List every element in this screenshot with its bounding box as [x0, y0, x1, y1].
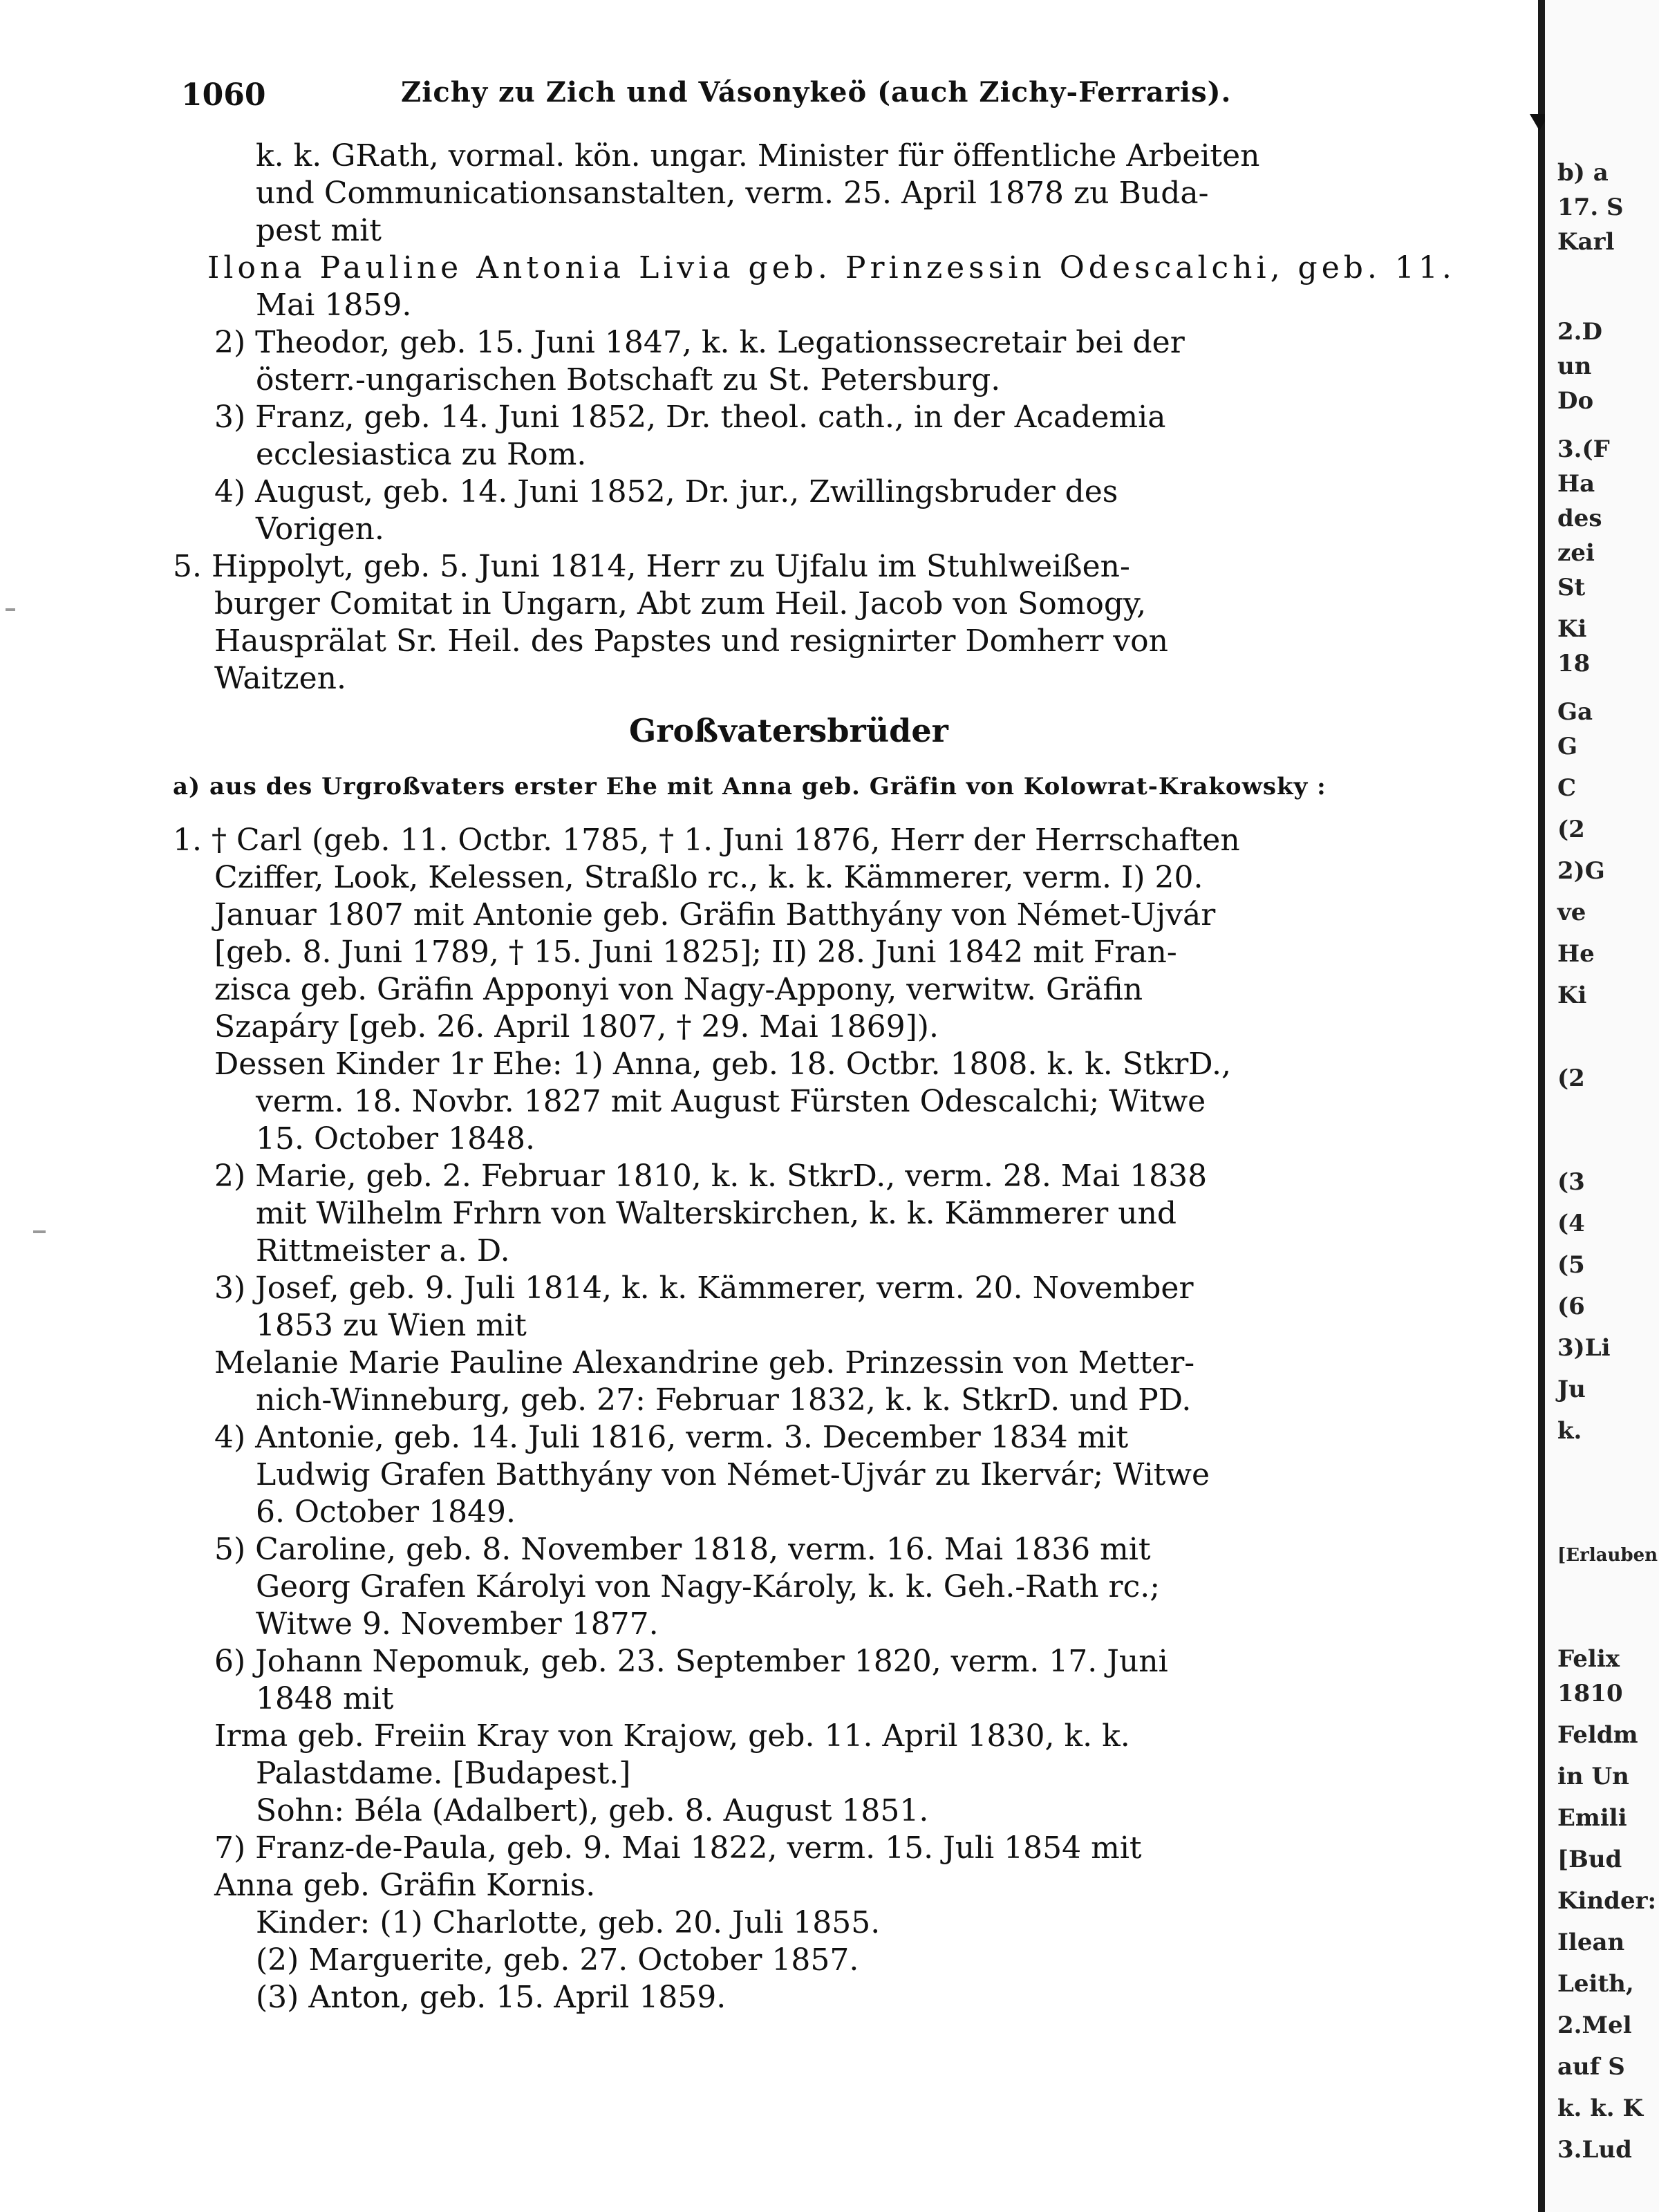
- fragment-text: Do: [1557, 387, 1594, 415]
- fragment-text: un: [1557, 353, 1592, 380]
- children-heading: Kinder: (1) Charlotte, geb. 20. Juli 1855.: [256, 1905, 881, 1940]
- text-line: Waitzen.: [214, 661, 346, 696]
- fragment-text: 3)Li: [1557, 1334, 1611, 1362]
- scan-speck: [33, 1230, 46, 1233]
- text-line: nich-Winneburg, geb. 27: Februar 1832, k. k. StkrD. und PD.: [256, 1382, 1192, 1418]
- fragment-text: (4: [1557, 1210, 1585, 1237]
- fragment-text: (6: [1557, 1293, 1585, 1320]
- text-line: Palastdame. [Budapest.]: [256, 1756, 631, 1791]
- child-entry: 3) Josef, geb. 9. Juli 1814, k. k. Kämmerer, verm. 20. November: [214, 1271, 1194, 1306]
- text-line: Hausprälat Sr. Heil. des Papstes und resignirter Domherr von: [214, 624, 1168, 659]
- fragment-text: G: [1557, 733, 1578, 760]
- spouse-entry: Irma geb. Freiin Kray von Krajow, geb. 11. April 1830, k. k.: [214, 1718, 1130, 1754]
- child-entry: 2) Theodor, geb. 15. Juni 1847, k. k. Legationssecretair bei der: [214, 325, 1185, 360]
- child-entry: 4) Antonie, geb. 14. Juli 1816, verm. 3. December 1834 mit: [214, 1420, 1129, 1455]
- fragment-text: Ilean: [1557, 1929, 1625, 1956]
- text-line: Rittmeister a. D.: [256, 1233, 510, 1268]
- fragment-text: Ha: [1557, 470, 1595, 498]
- fragment-text: Ki: [1557, 615, 1587, 643]
- section-title: Großvatersbrüder: [629, 712, 948, 749]
- fragment-text: Karl: [1557, 228, 1615, 256]
- fragment-text: Ju: [1557, 1376, 1586, 1403]
- text-line: Mai 1859.: [256, 288, 412, 323]
- fragment-text: [Erlauben: [1557, 1545, 1658, 1566]
- running-head: Zichy zu Zich und Vásonykeö (auch Zichy-Ferraris).: [401, 76, 1232, 109]
- fragment-text: 2)G: [1557, 857, 1605, 885]
- text-line: 1848 mit: [256, 1681, 394, 1716]
- page-number: 1060: [181, 77, 266, 113]
- fragment-text: in Un: [1557, 1763, 1629, 1790]
- fragment-text: b) a: [1557, 159, 1609, 187]
- spouse-entry: Melanie Marie Pauline Alexandrine geb. Prinzessin von Metter-: [214, 1345, 1195, 1380]
- text-line: k. k. GRath, vormal. kön. ungar. Minister für öffentliche Arbeiten: [256, 138, 1260, 174]
- child-entry: 2) Marie, geb. 2. Februar 1810, k. k. StkrD., verm. 28. Mai 1838: [214, 1159, 1208, 1194]
- fragment-text: Ki: [1557, 982, 1587, 1009]
- text-line: mit Wilhelm Frhrn von Walterskirchen, k. k. Kämmerer und: [256, 1196, 1177, 1231]
- child-entry: 7) Franz-de-Paula, geb. 9. Mai 1822, verm. 15. Juli 1854 mit: [214, 1830, 1142, 1866]
- text-line: Januar 1807 mit Antonie geb. Gräfin Batthyány von Német-Ujvár: [214, 897, 1216, 932]
- child-entry: 4) August, geb. 14. Juni 1852, Dr. jur., Zwillingsbruder des: [214, 474, 1118, 509]
- text-line: 6. October 1849.: [256, 1494, 516, 1530]
- fragment-text: Feldm: [1557, 1721, 1638, 1749]
- fragment-text: He: [1557, 940, 1595, 968]
- fragment-text: (5: [1557, 1251, 1585, 1279]
- fragment-text: St: [1557, 574, 1586, 601]
- scan-speck: [6, 608, 15, 611]
- fragment-text: k. k. K: [1557, 2094, 1644, 2122]
- fragment-text: ve: [1557, 899, 1586, 926]
- spouse-entry: Anna geb. Gräfin Kornis.: [214, 1868, 596, 1903]
- fragment-text: Ga: [1557, 698, 1593, 726]
- text-line: und Communicationsanstalten, verm. 25. April 1878 zu Buda-: [256, 176, 1209, 211]
- fragment-text: (3: [1557, 1168, 1585, 1196]
- fragment-text: (2: [1557, 1065, 1585, 1092]
- child-entry: Sohn: Béla (Adalbert), geb. 8. August 1851.: [256, 1793, 929, 1828]
- child-entry: (2) Marguerite, geb. 27. October 1857.: [256, 1942, 859, 1978]
- text-line: 1853 zu Wien mit: [256, 1308, 527, 1343]
- fragment-text: 17. S: [1557, 194, 1624, 221]
- text-line: Ludwig Grafen Batthyány von Német-Ujvár zu Ikervár; Witwe: [256, 1457, 1210, 1492]
- text-line: 15. October 1848.: [256, 1121, 536, 1156]
- text-line: zisca geb. Gräfin Apponyi von Nagy-Appony, verwitw. Gräfin: [214, 972, 1143, 1007]
- text-line: Vorigen.: [256, 512, 384, 547]
- fragment-text: auf S: [1557, 2053, 1625, 2081]
- adjacent-page-fragment: [1545, 0, 1659, 2212]
- children-heading: Dessen Kinder 1r Ehe: 1) Anna, geb. 18. Octbr. 1808. k. k. StkrD.,: [214, 1047, 1231, 1082]
- person-entry: Ilona Pauline Antonia Livia geb. Prinzessin Odescalchi, geb. 11.: [207, 250, 1456, 285]
- child-entry: 5) Caroline, geb. 8. November 1818, verm. 16. Mai 1836 mit: [214, 1532, 1151, 1567]
- child-entry: 6) Johann Nepomuk, geb. 23. September 1820, verm. 17. Juni: [214, 1644, 1168, 1679]
- fragment-text: 18: [1557, 650, 1591, 677]
- fragment-text: 2.Mel: [1557, 2012, 1632, 2039]
- fragment-text: 1810: [1557, 1680, 1623, 1707]
- fragment-text: Leith,: [1557, 1970, 1634, 1998]
- fragment-text: (2: [1557, 816, 1585, 843]
- fragment-text: Kinder:: [1557, 1887, 1657, 1915]
- text-line: Georg Grafen Károlyi von Nagy-Károly, k. k. Geh.-Rath rc.;: [256, 1569, 1161, 1604]
- text-line: Szapáry [geb. 26. April 1807, † 29. Mai 1869]).: [214, 1009, 939, 1044]
- person-entry: 5. Hippolyt, geb. 5. Juni 1814, Herr zu Ujfalu im Stuhlweißen-: [173, 549, 1130, 584]
- fragment-text: des: [1557, 505, 1602, 532]
- fragment-text: 3.Lud: [1557, 2136, 1632, 2164]
- fragment-text: 2.D: [1557, 318, 1602, 346]
- fragment-text: C: [1557, 774, 1577, 802]
- text-line: pest mit: [256, 213, 382, 248]
- fragment-text: Emili: [1557, 1804, 1627, 1832]
- person-entry: 1. † Carl (geb. 11. Octbr. 1785, † 1. Juni 1876, Herr der Herrschaften: [173, 823, 1240, 858]
- text-line: österr.-ungarischen Botschaft zu St. Petersburg.: [256, 362, 1001, 397]
- text-line: [geb. 8. Juni 1789, † 15. Juni 1825]; II) 28. Juni 1842 mit Fran-: [214, 935, 1177, 970]
- child-entry: (3) Anton, geb. 15. April 1859.: [256, 1980, 727, 2015]
- text-line: ecclesiastica zu Rom.: [256, 437, 587, 472]
- fragment-text: 3.(F: [1557, 435, 1610, 463]
- fragment-text: zei: [1557, 539, 1595, 567]
- text-line: Cziffer, Look, Kelessen, Straßlo rc., k. k. Kämmerer, verm. I) 20.: [214, 860, 1203, 895]
- text-line: verm. 18. Novbr. 1827 mit August Fürsten Odescalchi; Witwe: [256, 1084, 1206, 1119]
- text-line: Witwe 9. November 1877.: [256, 1606, 659, 1642]
- fragment-text: k.: [1557, 1417, 1582, 1445]
- fragment-text: Felix: [1557, 1645, 1620, 1673]
- child-entry: 3) Franz, geb. 14. Juni 1852, Dr. theol. cath., in der Academia: [214, 400, 1166, 435]
- fragment-text: [Bud: [1557, 1846, 1622, 1873]
- text-line: burger Comitat in Ungarn, Abt zum Heil. Jacob von Somogy,: [214, 586, 1147, 621]
- page-gutter: [1538, 0, 1545, 2212]
- section-subtitle: a) aus des Urgroßvaters erster Ehe mit Anna geb. Gräfin von Kolowrat-Krakowsky :: [173, 773, 1327, 800]
